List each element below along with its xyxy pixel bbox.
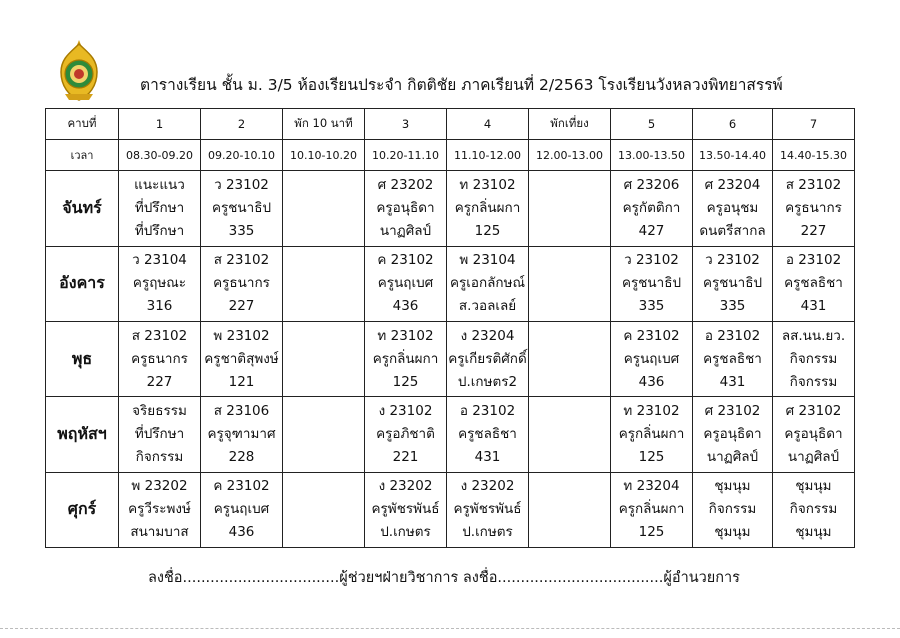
- class-cell: [693, 397, 773, 472]
- class-cell-line: ครูเอกลักษณ์: [449, 275, 526, 292]
- class-cell-line: ศ 23204: [704, 176, 761, 193]
- day-name: ศุกร์: [46, 472, 119, 547]
- class-cell-line: ค 23102: [213, 478, 270, 495]
- class-cell-line: ว 23104: [132, 252, 187, 269]
- class-cell-line: 228: [228, 448, 255, 465]
- class-cell-line: ท 23102: [459, 176, 516, 193]
- class-cell-line: ส 23102: [213, 252, 270, 269]
- class-cell: [119, 472, 201, 547]
- class-cell: [611, 171, 693, 246]
- class-cell-line: 316: [146, 298, 173, 315]
- class-cell: [773, 397, 855, 472]
- class-cell-line: ง 23204: [460, 327, 515, 344]
- class-cell-line: ครูนฤเบศ: [377, 275, 434, 292]
- class-cell-line: ส 23106: [213, 402, 270, 419]
- class-cell: [119, 397, 201, 472]
- class-cell: [283, 171, 365, 246]
- class-cell: [365, 171, 447, 246]
- school-emblem-logo: [55, 38, 103, 102]
- class-cell-line: ที่ปรึกษา: [134, 222, 185, 239]
- class-cell-line: ครูธนากร: [785, 199, 842, 216]
- class-cell: [201, 472, 283, 547]
- class-cell-line: 431: [474, 448, 501, 465]
- period-header-cell: 5: [611, 109, 693, 140]
- period-header-cell: 6: [693, 109, 773, 140]
- class-cell-line: ค 23102: [377, 252, 434, 269]
- class-cell-line: 221: [392, 448, 419, 465]
- class-cell-line: ครูกลิ่นผกา: [454, 199, 521, 216]
- class-cell: [201, 321, 283, 396]
- class-cell-line: ที่ปรึกษา: [134, 425, 185, 442]
- class-cell-line: ป.เกษตร2: [457, 373, 518, 390]
- period-header-cell: 3: [365, 109, 447, 140]
- time-cell: 13.50-14.40: [693, 140, 773, 171]
- page-divider: [0, 628, 900, 629]
- class-cell: [119, 321, 201, 396]
- class-cell-line: 436: [228, 524, 255, 541]
- class-cell-line: ศ 23102: [785, 402, 842, 419]
- class-cell-line: ชุมนุม: [795, 478, 832, 495]
- class-cell: [529, 321, 611, 396]
- class-cell-line: ลส.นน.ยว.: [781, 327, 846, 344]
- class-cell-line: พ 23104: [459, 252, 516, 269]
- class-cell-line: 431: [800, 298, 827, 315]
- period-header-row: [46, 109, 855, 140]
- class-cell: [365, 246, 447, 321]
- class-cell: [201, 171, 283, 246]
- class-cell: [529, 171, 611, 246]
- period-header-cell: 1: [119, 109, 201, 140]
- class-cell: [119, 246, 201, 321]
- class-cell-line: ดนตรีสากล: [699, 222, 766, 239]
- class-cell-line: ครูพัชรพันธ์: [371, 501, 440, 518]
- class-cell-line: 125: [638, 524, 665, 541]
- class-cell: [365, 472, 447, 547]
- class-cell-line: 121: [228, 373, 255, 390]
- class-cell: [201, 246, 283, 321]
- class-cell-line: สนามบาส: [130, 524, 189, 541]
- class-cell-line: ครูชาติสุพงษ์: [204, 350, 279, 367]
- class-cell-line: ป.เกษตร: [462, 524, 513, 541]
- class-cell-line: พ 23202: [131, 478, 188, 495]
- class-cell-line: 227: [146, 373, 173, 390]
- day-name: จันทร์: [46, 171, 119, 246]
- class-cell-line: ว 23102: [214, 176, 269, 193]
- class-cell: [283, 321, 365, 396]
- signature-line: ลงชื่อ..................................ผู้ช่วยฯฝ่ายวิชาการ ลงชื่อ....................................ผู้อำนวยการ: [148, 570, 740, 586]
- time-cell: 10.20-11.10: [365, 140, 447, 171]
- time-cell: 09.20-10.10: [201, 140, 283, 171]
- class-cell: [529, 397, 611, 472]
- class-cell-line: นาฏศิลป์: [706, 448, 759, 465]
- class-cell-line: ครูธนากร: [131, 350, 188, 367]
- class-cell: [447, 321, 529, 396]
- class-cell-line: พ 23102: [213, 327, 270, 344]
- class-cell-line: กิจกรรม: [789, 501, 838, 518]
- class-cell-line: อ 23102: [704, 327, 761, 344]
- class-cell-line: ครูอนุชม: [706, 199, 759, 216]
- class-cell-line: ชุมนุม: [714, 478, 751, 495]
- period-row-label: คาบที่: [46, 109, 119, 140]
- class-cell-line: 335: [638, 298, 665, 315]
- class-cell-line: ครูชนาธิป: [702, 275, 763, 292]
- class-cell-line: 436: [392, 298, 419, 315]
- class-cell-line: นาฏศิลป์: [787, 448, 840, 465]
- class-cell-line: ศ 23206: [623, 176, 680, 193]
- time-cell: 08.30-09.20: [119, 140, 201, 171]
- class-cell-line: ครูกลิ่นผกา: [618, 425, 685, 442]
- class-cell-line: 227: [800, 222, 827, 239]
- class-cell-line: ครูกลิ่นผกา: [618, 501, 685, 518]
- day-row: [46, 246, 855, 321]
- class-cell: [283, 397, 365, 472]
- class-cell-line: ครูธนากร: [213, 275, 270, 292]
- class-cell-line: ครูอภิชาติ: [376, 425, 435, 442]
- class-cell-line: อ 23102: [459, 402, 516, 419]
- class-cell-line: 335: [719, 298, 746, 315]
- class-cell-line: ส 23102: [785, 176, 842, 193]
- class-cell-line: ครูกลิ่นผกา: [372, 350, 439, 367]
- class-cell-line: ครูอนุธิดา: [784, 425, 843, 442]
- class-cell: [365, 397, 447, 472]
- class-cell-line: ว 23102: [705, 252, 760, 269]
- class-cell-line: กิจกรรม: [708, 501, 757, 518]
- class-cell-line: ครูวีระพงษ์: [128, 501, 191, 518]
- class-cell-line: 335: [228, 222, 255, 239]
- class-cell: [201, 397, 283, 472]
- class-cell-line: ส.วอลเลย์: [458, 298, 517, 315]
- class-cell: [773, 246, 855, 321]
- class-cell: [611, 397, 693, 472]
- class-cell-line: ท 23102: [623, 402, 680, 419]
- class-cell-line: ครูอนุธิดา: [376, 199, 435, 216]
- class-cell-line: ครูนฤเบศ: [213, 501, 270, 518]
- period-header-cell: 7: [773, 109, 855, 140]
- class-cell: [529, 472, 611, 547]
- class-cell: [611, 321, 693, 396]
- time-cell: 13.00-13.50: [611, 140, 693, 171]
- class-cell-line: 125: [638, 448, 665, 465]
- class-cell: [447, 246, 529, 321]
- day-name: พุธ: [46, 321, 119, 396]
- class-cell-line: ป.เกษตร: [380, 524, 431, 541]
- time-cell: 10.10-10.20: [283, 140, 365, 171]
- class-cell-line: 125: [392, 373, 419, 390]
- class-cell-line: ครูกัตติกา: [622, 199, 681, 216]
- time-cell: 11.10-12.00: [447, 140, 529, 171]
- class-cell-line: 227: [228, 298, 255, 315]
- class-cell-line: ท 23102: [377, 327, 434, 344]
- class-cell-line: ครูฤษณะ: [132, 275, 187, 292]
- day-name: พฤหัสฯ: [46, 397, 119, 472]
- time-cell: 12.00-13.00: [529, 140, 611, 171]
- period-header-cell: 4: [447, 109, 529, 140]
- day-row: [46, 397, 855, 472]
- class-cell-line: กิจกรรม: [789, 350, 838, 367]
- class-cell: [283, 246, 365, 321]
- class-cell-line: ง 23202: [378, 478, 433, 495]
- class-cell-line: ครูชนาธิป: [621, 275, 682, 292]
- class-cell: [447, 171, 529, 246]
- class-cell-line: ครูชลธิชา: [458, 425, 517, 442]
- day-row: [46, 171, 855, 246]
- class-cell-line: ศ 23102: [704, 402, 761, 419]
- class-cell-line: ง 23102: [378, 402, 433, 419]
- day-row: [46, 321, 855, 396]
- class-cell-line: ท 23204: [623, 478, 680, 495]
- class-cell-line: กิจกรรม: [789, 373, 838, 390]
- class-cell-line: ครูชนาธิป: [211, 199, 272, 216]
- class-cell: [283, 472, 365, 547]
- class-cell-line: จริยธรรม: [132, 402, 187, 419]
- class-cell-line: ส 23102: [131, 327, 188, 344]
- class-cell-line: ศ 23202: [377, 176, 434, 193]
- class-cell: [447, 397, 529, 472]
- period-header-cell: พักเที่ยง: [529, 109, 611, 140]
- class-cell-line: ชุมนุม: [795, 524, 832, 541]
- class-cell: [693, 171, 773, 246]
- class-cell-line: ครูพัชรพันธ์: [453, 501, 522, 518]
- class-cell-line: ชุมนุม: [714, 524, 751, 541]
- class-cell: [773, 171, 855, 246]
- class-cell-line: ครูอนุธิดา: [703, 425, 762, 442]
- class-cell-line: ค 23102: [623, 327, 680, 344]
- class-cell-line: แนะแนว: [134, 176, 185, 193]
- day-name: อังคาร: [46, 246, 119, 321]
- class-cell-line: ง 23202: [460, 478, 515, 495]
- class-cell-line: กิจกรรม: [135, 448, 184, 465]
- class-cell: [611, 472, 693, 547]
- period-header-cell: พัก 10 นาที: [283, 109, 365, 140]
- class-cell-line: ที่ปรึกษา: [134, 199, 185, 216]
- class-cell: [693, 246, 773, 321]
- class-cell-line: ครูนฤเบศ: [623, 350, 680, 367]
- time-row-label: เวลา: [46, 140, 119, 171]
- class-cell: [693, 321, 773, 396]
- class-cell-line: ครูชลธิชา: [784, 275, 843, 292]
- page-title: ตารางเรียน ชั้น ม. 3/5 ห้องเรียนประจำ กิตติชัย ภาคเรียนที่ 2/2563 โรงเรียนวังหลวงพิทยาสรรพ์: [140, 76, 783, 94]
- class-cell: [611, 246, 693, 321]
- class-cell: [693, 472, 773, 547]
- class-cell-line: 431: [719, 373, 746, 390]
- class-cell-line: ครูจุฑามาศ: [207, 425, 276, 442]
- class-cell: [119, 171, 201, 246]
- class-cell: [529, 246, 611, 321]
- timetable: [45, 108, 855, 548]
- class-cell-line: ครูเกียรติศักดิ์: [448, 350, 527, 367]
- class-cell-line: 427: [638, 222, 665, 239]
- class-cell: [447, 472, 529, 547]
- class-cell-line: อ 23102: [785, 252, 842, 269]
- class-cell: [365, 321, 447, 396]
- class-cell-line: นาฏศิลป์: [379, 222, 432, 239]
- class-cell-line: ว 23102: [624, 252, 679, 269]
- class-cell: [773, 321, 855, 396]
- period-header-cell: 2: [201, 109, 283, 140]
- class-cell-line: 125: [474, 222, 501, 239]
- class-cell-line: ครูชลธิชา: [703, 350, 762, 367]
- time-header-row: [46, 140, 855, 171]
- class-cell-line: 436: [638, 373, 665, 390]
- time-cell: 14.40-15.30: [773, 140, 855, 171]
- class-cell: [773, 472, 855, 547]
- day-row: [46, 472, 855, 547]
